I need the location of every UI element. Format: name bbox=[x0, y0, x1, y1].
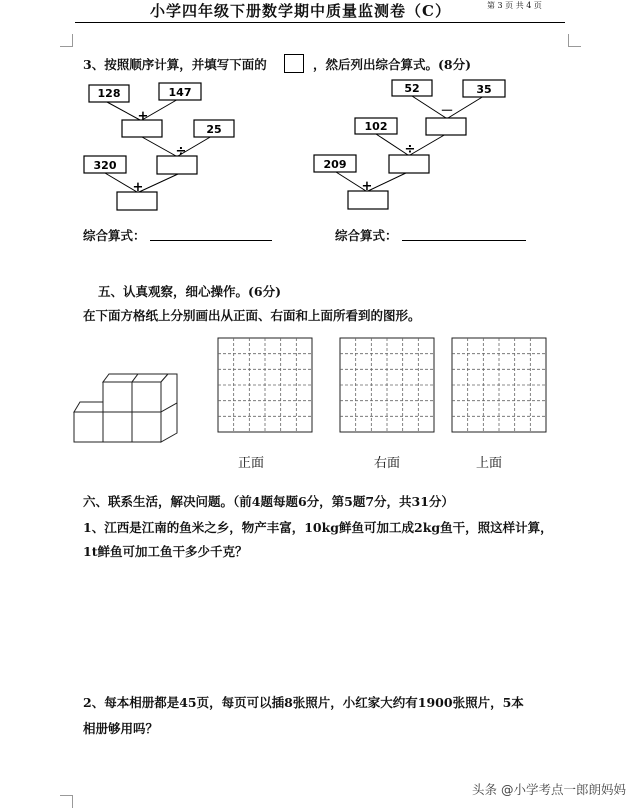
label-top-view: 上面 bbox=[476, 456, 503, 471]
tree2-blank-box bbox=[389, 155, 429, 173]
tree2-operator-plus: + bbox=[361, 179, 373, 194]
tree1-value-c: 25 bbox=[206, 123, 222, 136]
formula-answer-line bbox=[150, 240, 272, 241]
tree1-operator-divide: ÷ bbox=[175, 144, 187, 159]
tree2-value-c: 102 bbox=[364, 120, 388, 133]
tree2-value-a: 52 bbox=[404, 82, 420, 95]
watermark: 头条 @小学考点一郎朗妈妈 bbox=[472, 782, 626, 797]
formula-answer-line bbox=[402, 240, 526, 241]
tree1-value-a: 128 bbox=[97, 87, 121, 100]
page-title: 小学四年级下册数学期中质量监测卷（C） bbox=[150, 2, 451, 20]
problem1-line1: 1、江西是江南的鱼米之乡，物产丰富，10kg鲜鱼可加工成2kg鱼干，照这样计算， bbox=[83, 520, 553, 535]
tree1-value-b: 147 bbox=[168, 86, 192, 99]
tree2-operator-minus: － bbox=[440, 104, 454, 119]
tree2-operator-divide: ÷ bbox=[404, 142, 416, 157]
tree2-value-d: 209 bbox=[323, 158, 347, 171]
label-front-view: 正面 bbox=[238, 456, 265, 471]
cube-stack bbox=[74, 374, 177, 442]
problem2-line2: 相册够用吗？ bbox=[83, 721, 159, 736]
label-right-view: 右面 bbox=[374, 456, 401, 471]
q3-prompt-end: ，然后列出综合算式。(8分) bbox=[313, 57, 472, 72]
tree2-blank-box bbox=[426, 118, 466, 135]
grid-paper-group bbox=[218, 338, 546, 432]
q3-prompt-start: 3、按照顺序计算，并填写下面的 bbox=[83, 57, 267, 72]
problem1-line2: 1t鲜鱼可加工鱼干多少千克？ bbox=[83, 544, 248, 559]
tree1-operator-plus: + bbox=[137, 109, 149, 124]
observation-figure bbox=[0, 330, 640, 445]
tree1-operator-plus: + bbox=[132, 180, 144, 195]
section6-heading: 六、联系生活，解决问题。（前4题每题6分，第5题7分，共31分） bbox=[83, 494, 454, 509]
section5-heading: 五、认真观察，细心操作。(6分) bbox=[98, 284, 282, 299]
crop-mark bbox=[60, 795, 73, 808]
section5-instruction: 在下面方格纸上分别画出从正面、右面和上面所看到的图形。 bbox=[83, 308, 421, 323]
formula-label-1: 综合算式： bbox=[83, 228, 146, 243]
tree2-value-b: 35 bbox=[476, 83, 492, 96]
problem2-line1: 2、每本相册都是45页，每页可以插8张照片，小红家大约有1900张照片，5本 bbox=[83, 695, 524, 710]
page-number: 第 3 页 共 4 页 bbox=[487, 1, 542, 10]
tree1-value-d: 320 bbox=[93, 159, 117, 172]
formula-label-2: 综合算式： bbox=[335, 228, 398, 243]
calc-tree-figure bbox=[0, 0, 640, 220]
